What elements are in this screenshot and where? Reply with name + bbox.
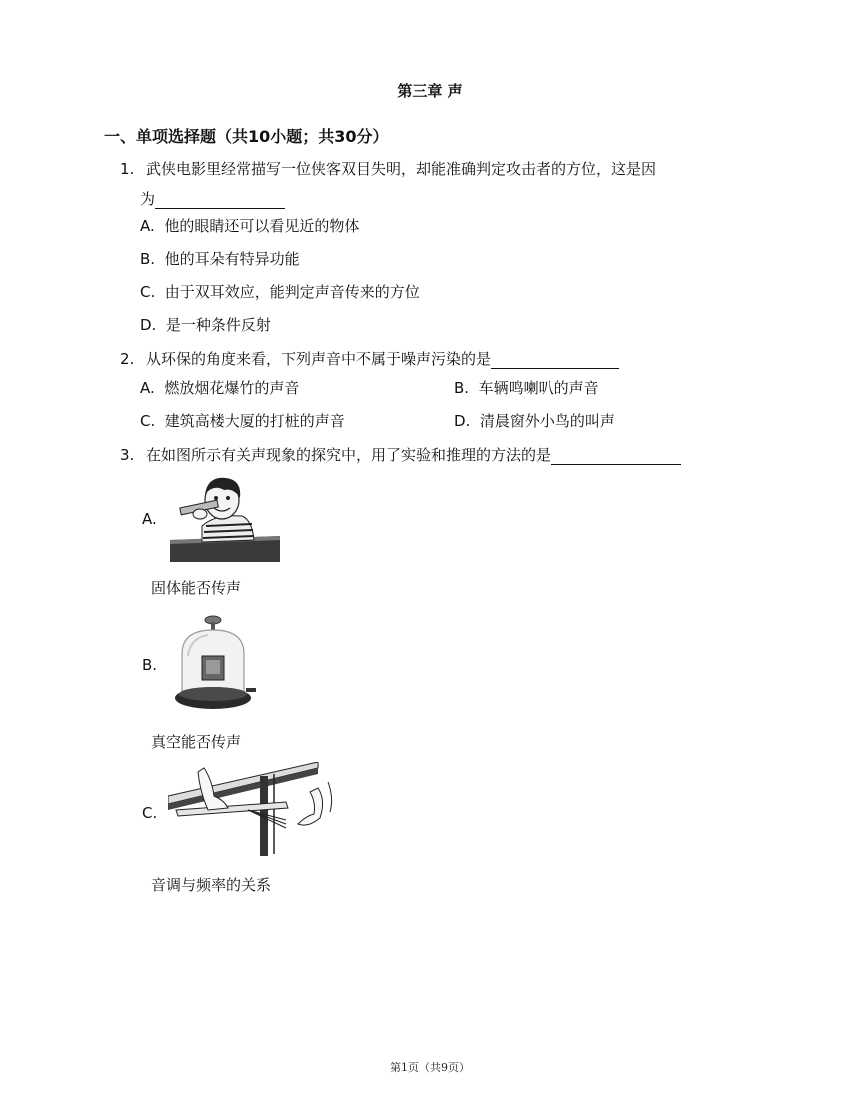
page-footer: 第1页（共9页） [390, 1061, 470, 1074]
question-3-stem [120, 444, 681, 465]
question-text: 从环保的角度来看，下列声音中不属于噪声污染的是 [146, 350, 492, 368]
option-2a[interactable] [140, 377, 299, 398]
option-3c-label[interactable]: C. [142, 804, 158, 822]
option-1b[interactable] [140, 248, 300, 269]
option-label: C. [140, 412, 156, 430]
question-text: 在如图所示有关声现象的探究中，用了实验和推理的方法的是 [146, 446, 552, 464]
option-label: B. [140, 250, 156, 268]
option-text: 清晨窗外小鸟的叫声 [479, 412, 615, 430]
option-3a-caption: 固体能否传声 [151, 579, 242, 597]
answer-blank[interactable] [155, 192, 285, 209]
question-1-stem-line1 [120, 158, 656, 179]
option-text: 车辆鸣喇叭的声音 [478, 379, 599, 397]
option-1d[interactable] [140, 314, 271, 335]
option-label: C. [140, 283, 156, 301]
option-1c[interactable] [140, 281, 420, 302]
chapter-title: 第三章 声 [397, 82, 463, 100]
option-3c-caption: 音调与频率的关系 [151, 876, 272, 894]
section-heading: 一、单项选择题（共10小题；共30分） [104, 127, 389, 146]
bell-jar-vacuum-illustration [168, 608, 258, 718]
option-label: D. [140, 316, 157, 334]
option-text: 燃放烟花爆竹的声音 [164, 379, 300, 397]
option-text: 建筑高楼大厦的打桩的声音 [164, 412, 345, 430]
question-text: 为 [140, 190, 156, 208]
answer-blank[interactable] [551, 448, 681, 465]
option-2b[interactable] [454, 377, 599, 398]
question-number: 2. [120, 350, 135, 368]
question-2-stem [120, 348, 619, 369]
option-label: A. [140, 217, 155, 235]
question-number: 3. [120, 446, 135, 464]
question-1-stem-line2 [140, 188, 285, 209]
option-1a[interactable] [140, 215, 359, 236]
ruler-on-table-edge-illustration [168, 762, 338, 858]
option-text: 他的眼睛还可以看见近的物体 [164, 217, 360, 235]
option-label: D. [454, 412, 471, 430]
option-text: 是一种条件反射 [165, 316, 271, 334]
option-2d[interactable] [454, 410, 615, 431]
option-2c[interactable] [140, 410, 345, 431]
option-text: 由于双耳效应，能判定声音传来的方位 [164, 283, 420, 301]
option-label: B. [454, 379, 470, 397]
question-number: 1. [120, 160, 135, 178]
answer-blank[interactable] [491, 352, 619, 369]
option-3b-label[interactable]: B. [142, 656, 158, 674]
option-3b-caption: 真空能否传声 [151, 733, 242, 751]
question-text: 武侠电影里经常描写一位侠客双目失明，却能准确判定攻击者的方位，这是因 [146, 160, 657, 178]
option-text: 他的耳朵有特异功能 [164, 250, 300, 268]
boy-listening-to-table-illustration [170, 470, 280, 562]
option-label: A. [140, 379, 155, 397]
option-3a-label[interactable]: A. [142, 510, 157, 528]
